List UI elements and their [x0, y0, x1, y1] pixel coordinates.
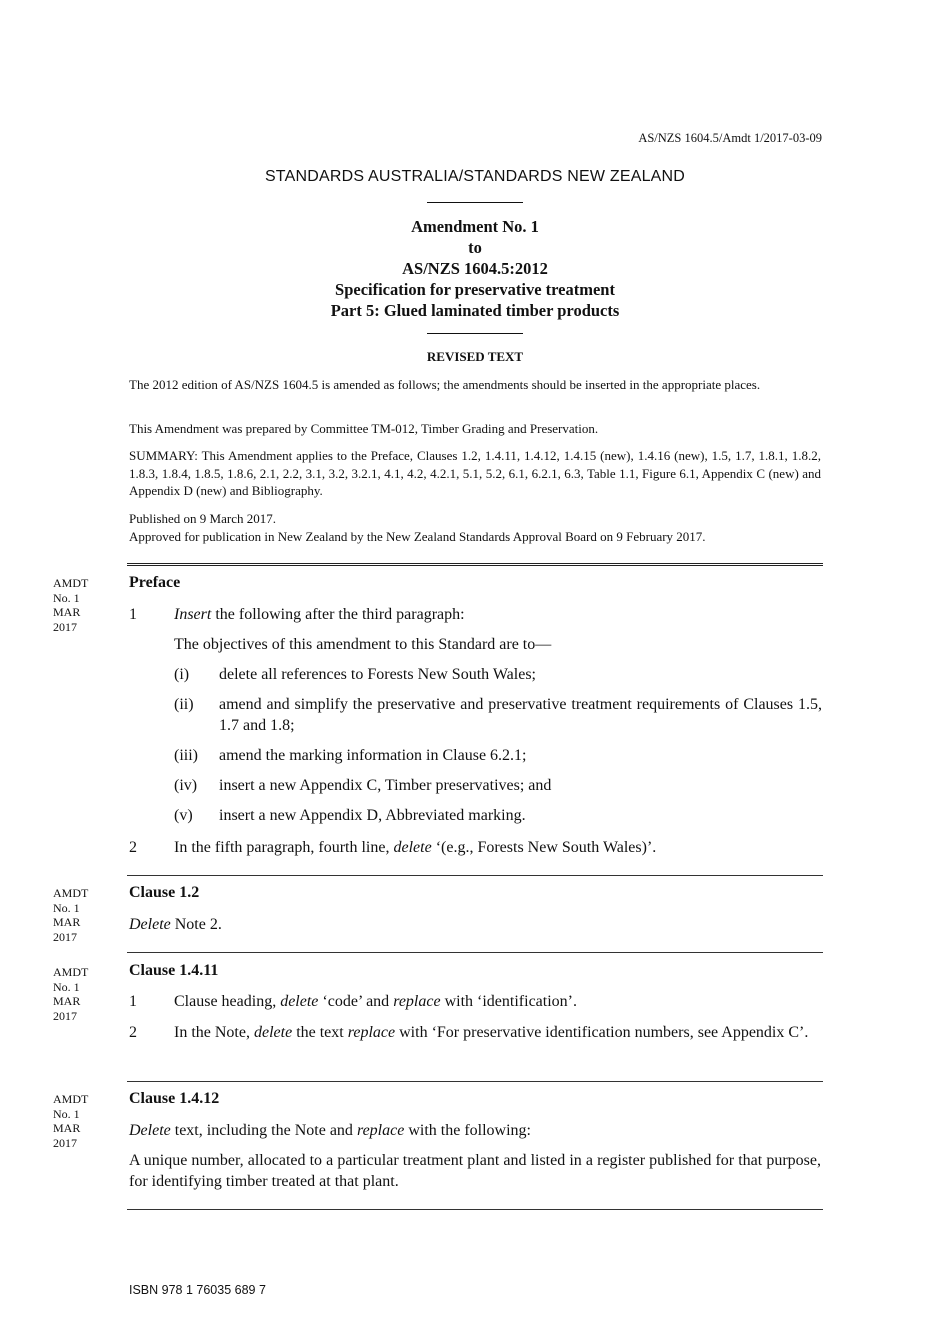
clause-1-4-12-instruction	[129, 1120, 821, 1141]
instruction-verb: Insert	[174, 606, 212, 623]
item-text: text, including the Note and	[170, 1122, 357, 1139]
item-number: 1	[129, 993, 137, 1010]
section-divider	[127, 1209, 823, 1210]
intro-paragraph: The 2012 edition of AS/NZS 1604.5 is amended as follows; the amendments should be inserted in the appropriate places.	[129, 377, 761, 392]
item-text: ‘code’ and	[318, 993, 394, 1010]
item-text: Note 2.	[170, 916, 222, 933]
instruction-verb: delete	[280, 993, 319, 1010]
revised-text-heading: REVISED TEXT	[426, 349, 524, 364]
item-body	[174, 1022, 821, 1043]
list-item	[174, 805, 822, 826]
clause-1-4-12-body: A unique number, allocated to a particular treatment plant and listed in a register published for that purpose, for identifying timber treated at that plant.	[129, 1152, 821, 1190]
amdt-line: 2017	[53, 1008, 77, 1023]
item-text: with the following:	[404, 1122, 531, 1139]
list-text: amend the marking information in Clause 6.2.1;	[219, 747, 527, 764]
instruction-verb: replace	[347, 1024, 396, 1041]
title-line: Part 5: Glued laminated timber products	[330, 301, 620, 320]
amdt-line: No. 1	[53, 900, 80, 915]
list-marker: (ii)	[174, 696, 194, 713]
isbn: ISBN 978 1 76035 689 7	[129, 1283, 266, 1297]
amdt-line: 2017	[53, 1135, 77, 1150]
item-text: with ‘identification’.	[440, 993, 577, 1010]
item-number: 2	[129, 1024, 137, 1041]
section-heading-clause-1-4-11: Clause 1.4.11	[129, 962, 219, 979]
amdt-line: AMDT	[53, 886, 89, 900]
list-marker: (iv)	[174, 777, 198, 794]
amdt-line: MAR	[53, 915, 81, 929]
amdt-line: No. 1	[53, 979, 80, 994]
item-text: with ‘For preservative identification numbers, see Appendix C’.	[395, 1024, 809, 1041]
instruction-verb: delete	[253, 1024, 293, 1041]
amdt-line: No. 1	[53, 590, 80, 605]
objectives-intro: The objectives of this amendment to this Standard are to—	[174, 636, 552, 653]
instruction-verb: replace	[393, 993, 441, 1010]
amendment-margin-note	[53, 886, 88, 944]
instruction-verb: Delete	[129, 1122, 171, 1139]
section-heading-clause-1-2: Clause 1.2	[129, 884, 200, 901]
amdt-line: AMDT	[53, 1092, 89, 1106]
section-divider	[127, 875, 823, 876]
document-reference: AS/NZS 1604.5/Amdt 1/2017-03-09	[638, 131, 822, 145]
list-marker: (iii)	[174, 747, 198, 764]
section-heading-clause-1-4-12: Clause 1.4.12	[129, 1090, 220, 1107]
instruction-verb: delete	[393, 839, 432, 856]
instruction-verb: replace	[356, 1122, 405, 1139]
item-text: Clause heading,	[174, 993, 281, 1010]
amdt-line: 2017	[53, 619, 77, 634]
clause-1-2-text	[129, 914, 821, 935]
title-line: Amendment No. 1	[411, 217, 539, 236]
list-item	[174, 694, 822, 736]
clause-1-4-11-item-1	[129, 991, 821, 1012]
amdt-line: MAR	[53, 994, 81, 1008]
section-divider	[127, 1081, 823, 1082]
list-text: amend and simplify the preservative and preservative treatment requirements of Clauses 1.5, 1.7 and 1.8;	[219, 696, 822, 734]
approval-info: Approved for publication in New Zealand by the New Zealand Standards Approval Board on 9 February 2017.	[129, 528, 706, 544]
divider	[427, 333, 523, 334]
title-line: AS/NZS 1604.5:2012	[402, 259, 548, 278]
list-marker: (v)	[174, 807, 193, 824]
section-divider	[127, 952, 823, 953]
item-number: 1	[129, 606, 137, 623]
amendment-margin-note	[53, 965, 88, 1023]
organisation-title: STANDARDS AUSTRALIA/STANDARDS NEW ZEALAND	[264, 168, 686, 185]
amdt-line: AMDT	[53, 965, 89, 979]
item-text: the following after the third paragraph:	[211, 606, 465, 623]
list-marker: (i)	[174, 666, 190, 683]
instruction-verb: Delete	[129, 916, 171, 933]
amdt-line: MAR	[53, 605, 81, 619]
list-item	[174, 775, 822, 796]
amdt-line: No. 1	[53, 1106, 80, 1121]
summary-paragraph: SUMMARY: This Amendment applies to the Preface, Clauses 1.2, 1.4.11, 1.4.12, 1.4.15 (new), 1.4.16 (new), 1.5, 1.7, 1.8.1, 1.8.2, 1.8.3, 1.8.4, 1.8.5, 1.8.6, 2.1, 2.2, 3.1, 3.2, 3.2.1, 4.1, 4.2, 4.2.1, 5.1, 5.2, 6.1, 6.2.1, 6.3, Table 1.1, Figure 6.1, Appendix C (new) and Appendix D (new) and Bibliography.	[129, 448, 821, 498]
item-text: the text	[292, 1024, 348, 1041]
amdt-line: MAR	[53, 1121, 81, 1135]
amdt-line: 2017	[53, 929, 77, 944]
title-line: Specification for preservative treatment	[335, 280, 615, 299]
amendment-title	[0, 216, 950, 321]
published-date: Published on 9 March 2017.	[129, 511, 276, 526]
list-item	[174, 664, 822, 685]
preface-item-1	[129, 604, 821, 625]
amendment-margin-note	[53, 1092, 88, 1150]
section-divider	[127, 563, 823, 566]
list-text: insert a new Appendix D, Abbreviated marking.	[219, 807, 526, 824]
amdt-line: AMDT	[53, 576, 89, 590]
item-text: In the Note,	[174, 1024, 254, 1041]
item-text: ‘(e.g., Forests New South Wales)’.	[431, 839, 657, 856]
divider	[427, 202, 523, 203]
intro-paragraph: This Amendment was prepared by Committee TM-012, Timber Grading and Preservation.	[129, 421, 599, 436]
list-text: insert a new Appendix C, Timber preservatives; and	[219, 777, 552, 794]
preface-item-2	[129, 837, 821, 858]
objectives-list	[174, 664, 822, 826]
publication-info	[129, 510, 821, 545]
title-line: to	[468, 238, 482, 257]
amendment-margin-note	[53, 576, 88, 634]
item-text: In the fifth paragraph, fourth line,	[174, 839, 394, 856]
list-text: delete all references to Forests New South Wales;	[219, 666, 536, 683]
section-heading-preface: Preface	[129, 574, 181, 591]
item-number: 2	[129, 839, 137, 856]
clause-1-4-11-item-2	[129, 1022, 821, 1043]
list-item	[174, 745, 822, 766]
